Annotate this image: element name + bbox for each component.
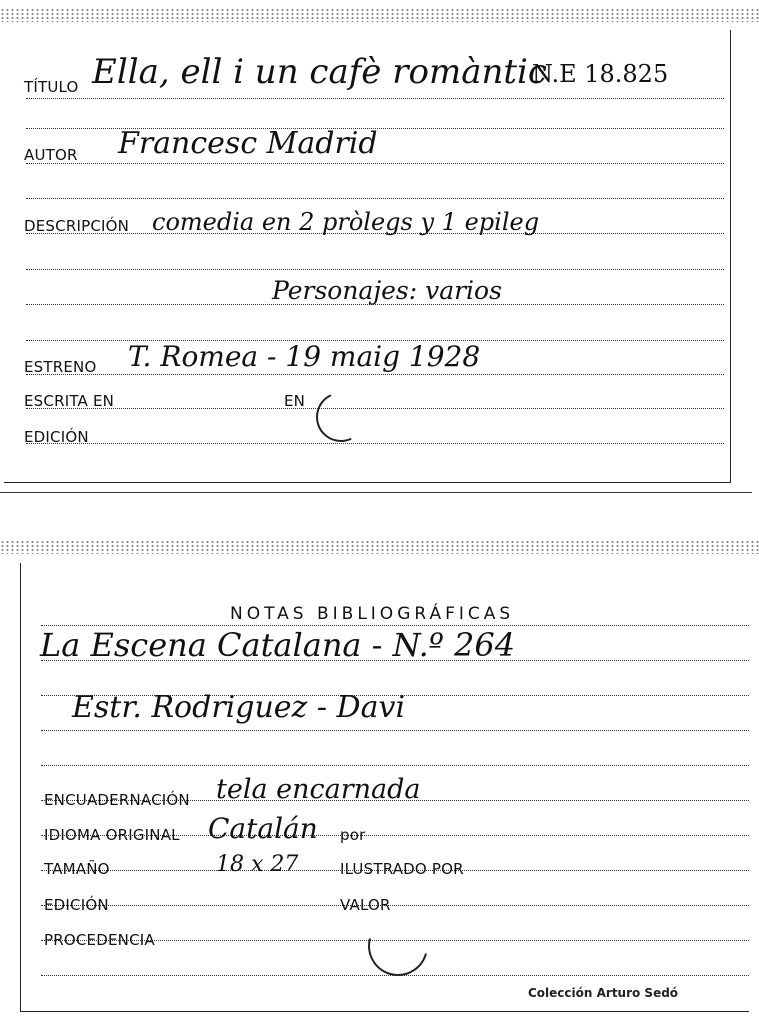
tamano-label: TAMAÑO [44,860,110,878]
descripcion-value: comedia en 2 pròlegs y 1 epileg [152,208,540,236]
idioma-label: IDIOMA ORIGINAL [44,826,180,844]
tamano-value: 18 x 27 [216,852,299,877]
registry-number: N.E 18.825 [532,60,669,88]
catalog-card-front [4,30,731,483]
rule-line [26,443,724,444]
nota-line-2: Estr. Rodriguez - Davi [72,690,406,725]
encuadernacion-label: ENCUADERNACIÓN [44,791,190,809]
por-label: por [340,826,366,844]
rule-line [26,198,724,199]
titulo-value: Ella, ell i un cafè romàntic [92,52,547,92]
rule-line [26,408,724,409]
en-label: EN [284,392,306,410]
rule-line [26,269,724,270]
notas-bibliograficas-title: NOTAS BIBLIOGRÁFICAS [230,604,515,624]
ilustrado-label: ILUSTRADO POR [340,860,464,878]
edicion-label: EDICIÓN [24,428,89,446]
rule-line [26,374,724,375]
valor-label: VALOR [340,896,391,914]
rule-line [26,163,724,164]
autor-label: AUTOR [24,146,78,164]
card-separator [0,492,752,493]
idioma-value: Catalán [208,812,318,845]
rule-line [41,730,749,731]
escrita-label: ESCRITA EN [24,392,115,410]
edicion-label-2: EDICIÓN [44,896,109,914]
nota-line-1: La Escena Catalana - N.º 264 [40,626,516,664]
estreno-label: ESTRENO [24,358,97,376]
collection-credit: Colección Arturo Sedó [528,986,679,1000]
titulo-label: TÍTULO [24,78,79,96]
autor-value: Francesc Madrid [118,126,378,161]
top-edge-noise [0,8,759,22]
encuadernacion-value: tela encarnada [216,774,421,805]
rule-line [41,765,749,766]
mid-edge-noise [0,540,759,554]
rule-line [26,98,724,99]
descripcion-value-2: Personajes: varios [272,276,502,305]
descripcion-label: DESCRIPCIÓN [24,217,130,235]
estreno-value: T. Romea - 19 maig 1928 [128,340,481,373]
rule-line [41,905,749,906]
procedencia-label: PROCEDENCIA [44,931,155,949]
